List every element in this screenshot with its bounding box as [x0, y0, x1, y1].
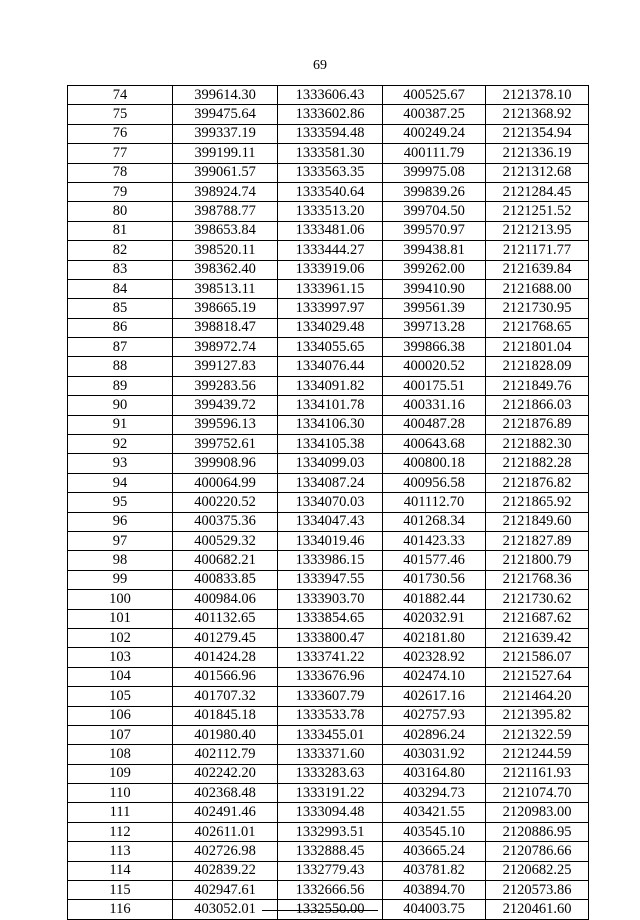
x1-cell: 403052.01: [173, 900, 278, 919]
x2-cell: 402617.16: [383, 687, 486, 706]
y2-cell: 2121827.89: [486, 531, 589, 550]
x2-cell: 402896.24: [383, 725, 486, 744]
page-number: 69: [313, 58, 327, 73]
point-number-cell: 105: [68, 687, 173, 706]
x2-cell: 399704.50: [383, 202, 486, 221]
point-number-cell: 113: [68, 842, 173, 861]
point-number-cell: 85: [68, 299, 173, 318]
y2-cell: 2121801.04: [486, 338, 589, 357]
point-number-cell: 86: [68, 318, 173, 337]
point-number-cell: 98: [68, 551, 173, 570]
y1-cell: 1333581.30: [278, 144, 383, 163]
point-number-cell: 110: [68, 784, 173, 803]
point-number-cell: 112: [68, 822, 173, 841]
y2-cell: 2121161.93: [486, 764, 589, 783]
y2-cell: 2121171.77: [486, 241, 589, 260]
table-row: [68, 493, 589, 512]
table-row: [68, 551, 589, 570]
y1-cell: 1333947.55: [278, 570, 383, 589]
x2-cell: 400331.16: [383, 396, 486, 415]
coordinates-table: [67, 85, 589, 920]
table-row: [68, 512, 589, 531]
point-number-cell: 100: [68, 590, 173, 609]
x1-cell: 402726.98: [173, 842, 278, 861]
y2-cell: 2121284.45: [486, 182, 589, 201]
x2-cell: 403294.73: [383, 784, 486, 803]
x2-cell: 400956.58: [383, 473, 486, 492]
y2-cell: 2121800.79: [486, 551, 589, 570]
table-row: [68, 648, 589, 667]
x1-cell: 399337.19: [173, 124, 278, 143]
x2-cell: 403894.70: [383, 881, 486, 900]
x2-cell: 400643.68: [383, 435, 486, 454]
y2-cell: 2121244.59: [486, 745, 589, 764]
y2-cell: 2121688.00: [486, 279, 589, 298]
x2-cell: 400525.67: [383, 86, 486, 105]
table-row: [68, 144, 589, 163]
table-row: [68, 299, 589, 318]
y2-cell: 2121882.30: [486, 435, 589, 454]
x1-cell: 399283.56: [173, 376, 278, 395]
point-number-cell: 75: [68, 105, 173, 124]
point-number-cell: 88: [68, 357, 173, 376]
x2-cell: 400175.51: [383, 376, 486, 395]
y1-cell: 1333961.15: [278, 279, 383, 298]
y1-cell: 1334105.38: [278, 435, 383, 454]
table-row: [68, 279, 589, 298]
x1-cell: 401279.45: [173, 628, 278, 647]
y2-cell: 2121768.36: [486, 570, 589, 589]
y1-cell: 1333455.01: [278, 725, 383, 744]
point-number-cell: 92: [68, 435, 173, 454]
x2-cell: 401423.33: [383, 531, 486, 550]
point-number-cell: 78: [68, 163, 173, 182]
y1-cell: 1334055.65: [278, 338, 383, 357]
table-row: [68, 570, 589, 589]
x2-cell: 403421.55: [383, 803, 486, 822]
point-number-cell: 116: [68, 900, 173, 919]
table-row: [68, 435, 589, 454]
y1-cell: 1334047.43: [278, 512, 383, 531]
y1-cell: 1333606.43: [278, 86, 383, 105]
y1-cell: 1334029.48: [278, 318, 383, 337]
y2-cell: 2121464.20: [486, 687, 589, 706]
x1-cell: 398653.84: [173, 221, 278, 240]
y1-cell: 1333741.22: [278, 648, 383, 667]
table-row: [68, 318, 589, 337]
x1-cell: 401845.18: [173, 706, 278, 725]
point-number-cell: 108: [68, 745, 173, 764]
x1-cell: 400220.52: [173, 493, 278, 512]
y2-cell: 2120786.66: [486, 842, 589, 861]
y2-cell: 2121828.09: [486, 357, 589, 376]
table-row: [68, 822, 589, 841]
point-number-cell: 90: [68, 396, 173, 415]
y1-cell: 1333607.79: [278, 687, 383, 706]
x2-cell: 402032.91: [383, 609, 486, 628]
point-number-cell: 82: [68, 241, 173, 260]
y1-cell: 1334099.03: [278, 454, 383, 473]
x2-cell: 399438.81: [383, 241, 486, 260]
y1-cell: 1333283.63: [278, 764, 383, 783]
y1-cell: 1333513.20: [278, 202, 383, 221]
y1-cell: 1334101.78: [278, 396, 383, 415]
x1-cell: 398788.77: [173, 202, 278, 221]
x1-cell: 402491.46: [173, 803, 278, 822]
point-number-cell: 103: [68, 648, 173, 667]
y2-cell: 2121730.62: [486, 590, 589, 609]
x1-cell: 399908.96: [173, 454, 278, 473]
point-number-cell: 104: [68, 667, 173, 686]
y1-cell: 1333481.06: [278, 221, 383, 240]
point-number-cell: 106: [68, 706, 173, 725]
table-row: [68, 803, 589, 822]
y2-cell: 2121074.70: [486, 784, 589, 803]
table-row: [68, 163, 589, 182]
table-row: [68, 241, 589, 260]
y1-cell: 1333800.47: [278, 628, 383, 647]
y1-cell: 1334076.44: [278, 357, 383, 376]
y2-cell: 2121213.95: [486, 221, 589, 240]
y2-cell: 2121251.52: [486, 202, 589, 221]
x2-cell: 399561.39: [383, 299, 486, 318]
x1-cell: 402112.79: [173, 745, 278, 764]
point-number-cell: 91: [68, 415, 173, 434]
y2-cell: 2121322.59: [486, 725, 589, 744]
y2-cell: 2121312.68: [486, 163, 589, 182]
table-row: [68, 861, 589, 880]
table-row: [68, 454, 589, 473]
x1-cell: 402611.01: [173, 822, 278, 841]
x2-cell: 399839.26: [383, 182, 486, 201]
y2-cell: 2121336.19: [486, 144, 589, 163]
x2-cell: 401112.70: [383, 493, 486, 512]
table-row: [68, 590, 589, 609]
y1-cell: 1333986.15: [278, 551, 383, 570]
footer-divider: [262, 910, 378, 911]
y1-cell: 1332666.56: [278, 881, 383, 900]
x1-cell: 400833.85: [173, 570, 278, 589]
y1-cell: 1332993.51: [278, 822, 383, 841]
y1-cell: 1334087.24: [278, 473, 383, 492]
x1-cell: 398513.11: [173, 279, 278, 298]
x1-cell: 400529.32: [173, 531, 278, 550]
point-number-cell: 95: [68, 493, 173, 512]
x1-cell: 399061.57: [173, 163, 278, 182]
y1-cell: 1333602.86: [278, 105, 383, 124]
y2-cell: 2120886.95: [486, 822, 589, 841]
y1-cell: 1333371.60: [278, 745, 383, 764]
x1-cell: 401132.65: [173, 609, 278, 628]
x1-cell: 402839.22: [173, 861, 278, 880]
x1-cell: 400064.99: [173, 473, 278, 492]
x1-cell: 401707.32: [173, 687, 278, 706]
x1-cell: 398520.11: [173, 241, 278, 260]
table-row: [68, 473, 589, 492]
x1-cell: 398924.74: [173, 182, 278, 201]
y1-cell: 1334106.30: [278, 415, 383, 434]
point-number-cell: 99: [68, 570, 173, 589]
x1-cell: 399439.72: [173, 396, 278, 415]
x2-cell: 399866.38: [383, 338, 486, 357]
y1-cell: 1332779.43: [278, 861, 383, 880]
point-number-cell: 107: [68, 725, 173, 744]
x1-cell: 402368.48: [173, 784, 278, 803]
x1-cell: 399596.13: [173, 415, 278, 434]
table-row: [68, 609, 589, 628]
x1-cell: 402947.61: [173, 881, 278, 900]
y2-cell: 2121639.84: [486, 260, 589, 279]
x1-cell: 399614.30: [173, 86, 278, 105]
y1-cell: 1333191.22: [278, 784, 383, 803]
y1-cell: 1333903.70: [278, 590, 383, 609]
x2-cell: 403781.82: [383, 861, 486, 880]
point-number-cell: 93: [68, 454, 173, 473]
point-number-cell: 76: [68, 124, 173, 143]
x1-cell: 398665.19: [173, 299, 278, 318]
y2-cell: 2121882.28: [486, 454, 589, 473]
x2-cell: 401268.34: [383, 512, 486, 531]
point-number-cell: 109: [68, 764, 173, 783]
y1-cell: 1334091.82: [278, 376, 383, 395]
table-row: [68, 124, 589, 143]
y1-cell: 1333854.65: [278, 609, 383, 628]
table-row: [68, 842, 589, 861]
point-number-cell: 84: [68, 279, 173, 298]
y2-cell: 2121876.89: [486, 415, 589, 434]
x2-cell: 402328.92: [383, 648, 486, 667]
table-row: [68, 764, 589, 783]
y2-cell: 2121639.42: [486, 628, 589, 647]
x2-cell: 402757.93: [383, 706, 486, 725]
x1-cell: 399752.61: [173, 435, 278, 454]
y2-cell: 2121849.60: [486, 512, 589, 531]
x2-cell: 401882.44: [383, 590, 486, 609]
x1-cell: 398818.47: [173, 318, 278, 337]
x2-cell: 401577.46: [383, 551, 486, 570]
y1-cell: 1333676.96: [278, 667, 383, 686]
point-number-cell: 111: [68, 803, 173, 822]
y1-cell: 1333563.35: [278, 163, 383, 182]
y2-cell: 2121730.95: [486, 299, 589, 318]
table-row: [68, 260, 589, 279]
y2-cell: 2121395.82: [486, 706, 589, 725]
table-row: [68, 628, 589, 647]
table-row: [68, 745, 589, 764]
y2-cell: 2120573.86: [486, 881, 589, 900]
y2-cell: 2121368.92: [486, 105, 589, 124]
x2-cell: 402181.80: [383, 628, 486, 647]
y1-cell: 1334019.46: [278, 531, 383, 550]
y1-cell: 1333444.27: [278, 241, 383, 260]
x2-cell: 400249.24: [383, 124, 486, 143]
x1-cell: 401566.96: [173, 667, 278, 686]
table-row: [68, 182, 589, 201]
y1-cell: 1333533.78: [278, 706, 383, 725]
point-number-cell: 94: [68, 473, 173, 492]
y1-cell: 1333094.48: [278, 803, 383, 822]
x2-cell: 399410.90: [383, 279, 486, 298]
y2-cell: 2120461.60: [486, 900, 589, 919]
table-row: [68, 784, 589, 803]
x1-cell: 399475.64: [173, 105, 278, 124]
point-number-cell: 115: [68, 881, 173, 900]
y1-cell: 1333919.06: [278, 260, 383, 279]
x2-cell: 403164.80: [383, 764, 486, 783]
x1-cell: 399127.83: [173, 357, 278, 376]
x2-cell: 400020.52: [383, 357, 486, 376]
point-number-cell: 114: [68, 861, 173, 880]
point-number-cell: 102: [68, 628, 173, 647]
table-row: [68, 687, 589, 706]
point-number-cell: 87: [68, 338, 173, 357]
x2-cell: 403031.92: [383, 745, 486, 764]
point-number-cell: 81: [68, 221, 173, 240]
table-row: [68, 667, 589, 686]
table-row: [68, 202, 589, 221]
x2-cell: 400800.18: [383, 454, 486, 473]
x1-cell: 399199.11: [173, 144, 278, 163]
point-number-cell: 97: [68, 531, 173, 550]
coordinates-table-body: [68, 86, 589, 920]
table-row: [68, 706, 589, 725]
x2-cell: 400487.28: [383, 415, 486, 434]
x1-cell: 400375.36: [173, 512, 278, 531]
x1-cell: 400984.06: [173, 590, 278, 609]
y2-cell: 2120682.25: [486, 861, 589, 880]
y1-cell: 1333594.48: [278, 124, 383, 143]
y2-cell: 2121876.82: [486, 473, 589, 492]
point-number-cell: 79: [68, 182, 173, 201]
x1-cell: 401424.28: [173, 648, 278, 667]
point-number-cell: 96: [68, 512, 173, 531]
y2-cell: 2121865.92: [486, 493, 589, 512]
table-row: [68, 725, 589, 744]
point-number-cell: 77: [68, 144, 173, 163]
table-row: [68, 86, 589, 105]
y1-cell: 1333540.64: [278, 182, 383, 201]
point-number-cell: 101: [68, 609, 173, 628]
table-row: [68, 881, 589, 900]
y2-cell: 2121849.76: [486, 376, 589, 395]
x2-cell: 404003.75: [383, 900, 486, 919]
y2-cell: 2121378.10: [486, 86, 589, 105]
x2-cell: 403665.24: [383, 842, 486, 861]
x1-cell: 398362.40: [173, 260, 278, 279]
y1-cell: 1333997.97: [278, 299, 383, 318]
x2-cell: 399570.97: [383, 221, 486, 240]
x1-cell: 402242.20: [173, 764, 278, 783]
x2-cell: 400387.25: [383, 105, 486, 124]
point-number-cell: 83: [68, 260, 173, 279]
table-row: [68, 415, 589, 434]
table-row: [68, 531, 589, 550]
y1-cell: 1332550.00: [278, 900, 383, 919]
x2-cell: 401730.56: [383, 570, 486, 589]
point-number-cell: 74: [68, 86, 173, 105]
table-row: [68, 396, 589, 415]
y2-cell: 2121768.65: [486, 318, 589, 337]
x2-cell: 403545.10: [383, 822, 486, 841]
y2-cell: 2121586.07: [486, 648, 589, 667]
y2-cell: 2121527.64: [486, 667, 589, 686]
x2-cell: 399975.08: [383, 163, 486, 182]
y2-cell: 2121866.03: [486, 396, 589, 415]
table-row: [68, 338, 589, 357]
y1-cell: 1334070.03: [278, 493, 383, 512]
x2-cell: 402474.10: [383, 667, 486, 686]
x2-cell: 399713.28: [383, 318, 486, 337]
x2-cell: 399262.00: [383, 260, 486, 279]
y2-cell: 2121687.62: [486, 609, 589, 628]
table-row: [68, 357, 589, 376]
y2-cell: 2120983.00: [486, 803, 589, 822]
table-row: [68, 221, 589, 240]
point-number-cell: 89: [68, 376, 173, 395]
point-number-cell: 80: [68, 202, 173, 221]
x2-cell: 400111.79: [383, 144, 486, 163]
x1-cell: 400682.21: [173, 551, 278, 570]
table-row: [68, 105, 589, 124]
x1-cell: 398972.74: [173, 338, 278, 357]
table-row: [68, 376, 589, 395]
y2-cell: 2121354.94: [486, 124, 589, 143]
y1-cell: 1332888.45: [278, 842, 383, 861]
x1-cell: 401980.40: [173, 725, 278, 744]
